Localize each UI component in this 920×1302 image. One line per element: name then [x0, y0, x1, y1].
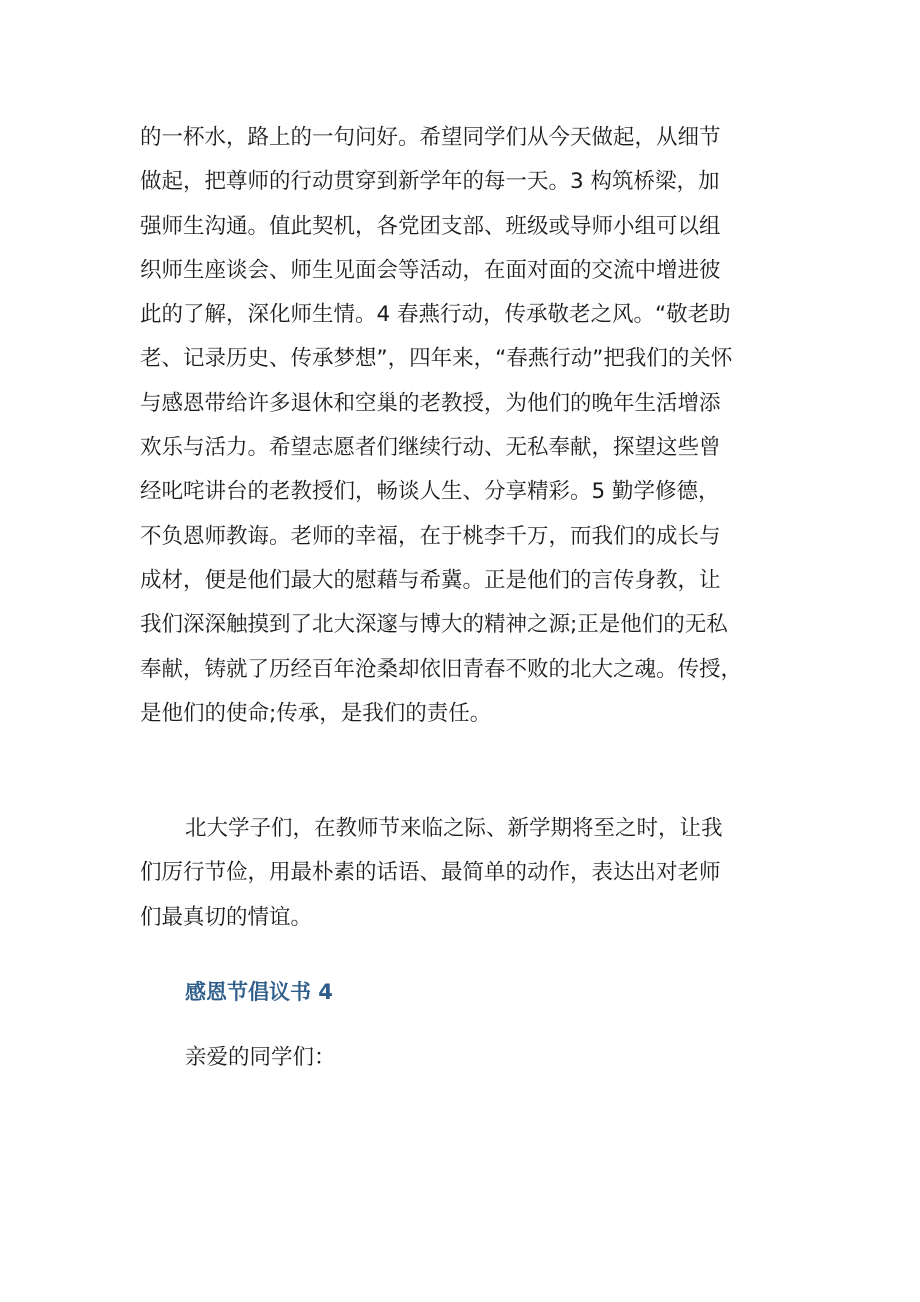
- paragraph-line: 我们深深触摸到了北大深邃与博大的精神之源;正是他们的无私: [140, 612, 728, 638]
- paragraph-line: 做起，把尊师的行动贯穿到新学年的每一天。3 构筑桥梁，加: [140, 169, 720, 195]
- paragraph-line: 与感恩带给许多退休和空巢的老教授，为他们的晚年生活增添: [140, 390, 721, 416]
- paragraph-line: 北大学子们，在教师节来临之际、新学期将至之时，让我: [185, 816, 723, 841]
- salutation: 亲爱的同学们：: [185, 1045, 336, 1070]
- paragraph-line: 成材，便是他们最大的慰藉与希冀。正是他们的言传身教，让: [140, 567, 721, 593]
- body-paragraph: [140, 116, 780, 736]
- paragraph-line: 奉献，铸就了历经百年沧桑却依旧青春不败的北大之魂。传授，: [140, 656, 743, 682]
- paragraph-line: 强师生沟通。值此契机，各党团支部、班级或导师小组可以组: [140, 213, 721, 239]
- paragraph-line: 老、记录历史、传承梦想”，四年来，“春燕行动”把我们的关怀: [140, 346, 733, 372]
- paragraph-line: 织师生座谈会、师生见面会等活动，在面对面的交流中增进彼: [140, 257, 721, 283]
- paragraph-line: 不负恩师教诲。老师的幸福，在于桃李千万，而我们的成长与: [140, 523, 721, 549]
- paragraph-line: 此的了解，深化师生情。4 春燕行动，传承敬老之风。“敬老助: [140, 302, 731, 328]
- paragraph-line: 是他们的使命;传承，是我们的责任。: [140, 700, 492, 726]
- paragraph-line: 经叱咤讲台的老教授们，畅谈人生、分享精彩。5 勤学修德，: [140, 479, 720, 505]
- closing-paragraph: [140, 807, 780, 940]
- paragraph-line: 欢乐与活力。希望志愿者们继续行动、无私奉献，探望这些曾: [140, 435, 721, 461]
- section-heading: 感恩节倡议书 4: [185, 980, 333, 1004]
- paragraph-line: 们最真切的情谊。: [140, 904, 313, 930]
- paragraph-line: 们厉行节俭，用最朴素的话语、最简单的动作，表达出对老师: [140, 860, 721, 886]
- paragraph-line: 的一杯水，路上的一句问好。希望同学们从今天做起，从细节: [140, 125, 721, 150]
